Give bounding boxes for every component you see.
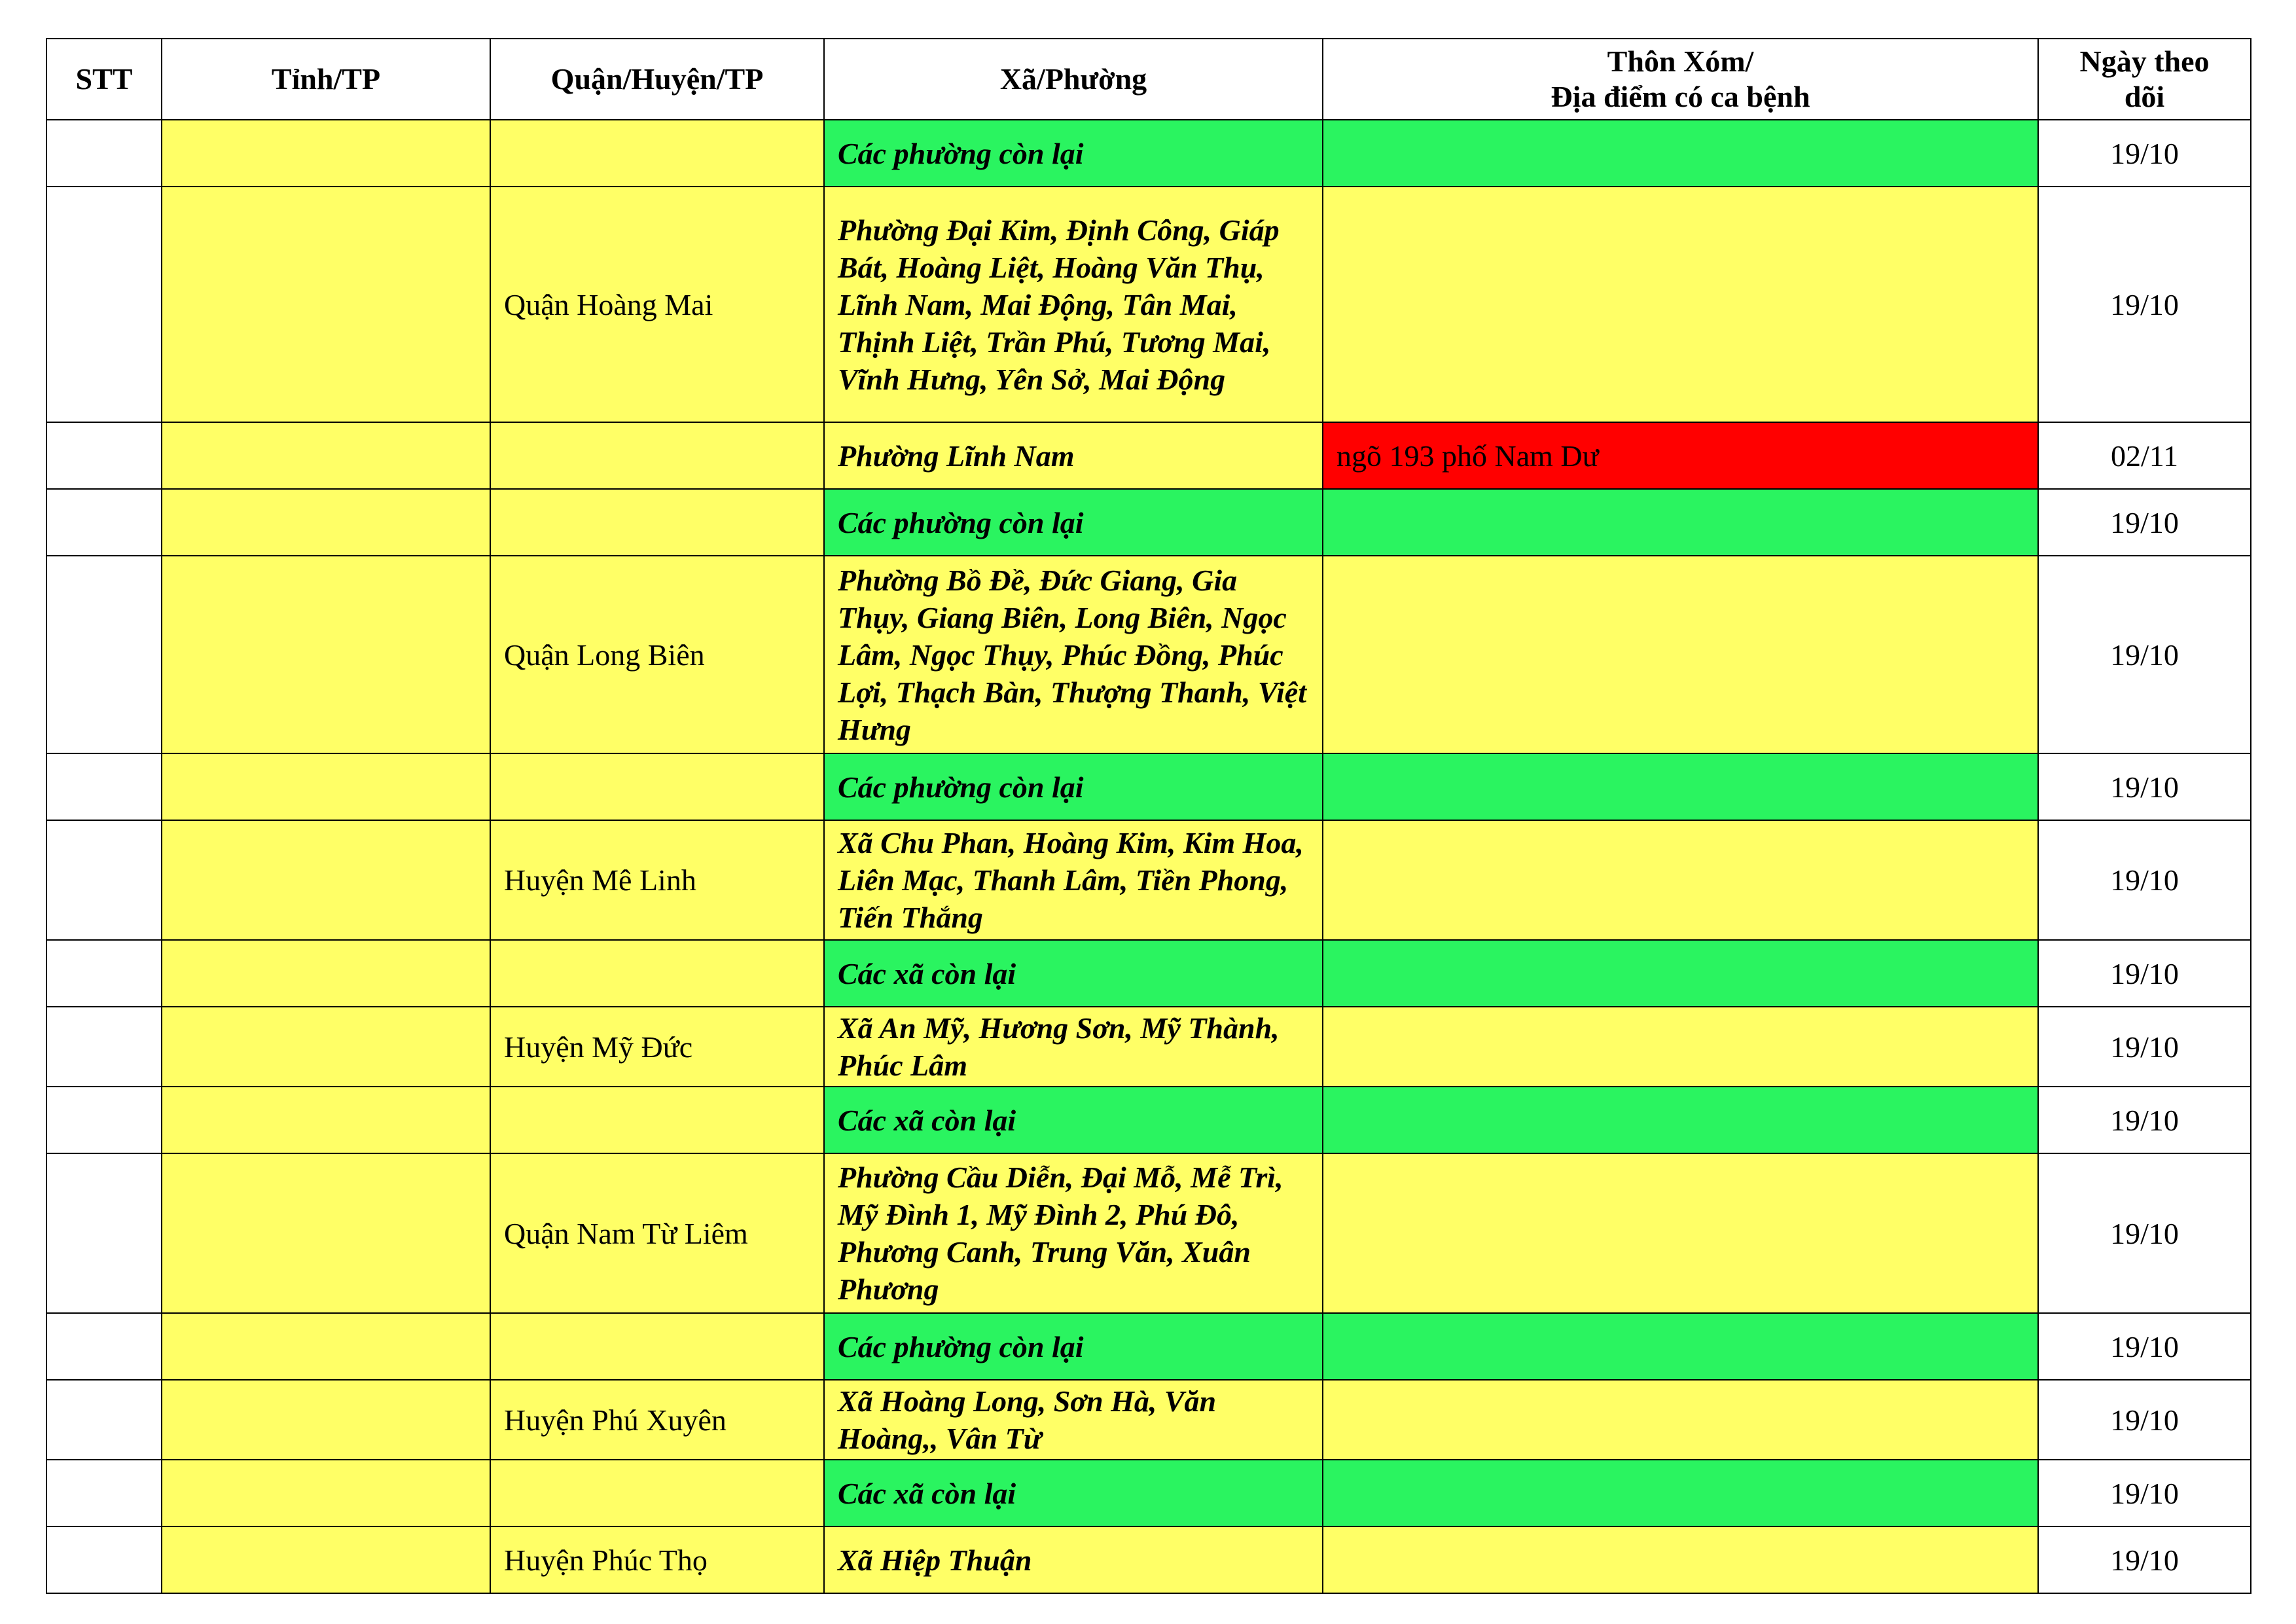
row-ward-cell: Phường Đại Kim, Định Công, Giáp Bát, Hoàng Liệt, Hoàng Văn Thụ, Lĩnh Nam, Mai Động, Tân Mai, Thịnh Liệt, Trần Phú, Tương Mai, Vĩnh Hưng, Yên Sở, Mai Động [824,187,1323,422]
row-ward-cell: Xã An Mỹ, Hương Sơn, Mỹ Thành, Phúc Lâm [824,1007,1323,1087]
row-stt-cell [46,422,162,489]
row-date-cell: 19/10 [2038,556,2251,753]
header-location-line2: Địa điểm có ca bệnh [1551,80,1810,113]
header-location-line1: Thôn Xóm/ [1607,45,1754,78]
row-date-cell: 19/10 [2038,1380,2251,1460]
zone-table [46,38,2251,1594]
row-district-cell [490,1460,824,1526]
row-date-cell: 19/10 [2038,1087,2251,1153]
table-row [46,489,2251,556]
row-stt-cell [46,940,162,1007]
table-row [46,187,2251,422]
row-date-cell: 19/10 [2038,1313,2251,1380]
table-row [46,1313,2251,1380]
row-location-cell [1323,120,2038,187]
row-ward-cell: Các phường còn lại [824,753,1323,820]
row-location-cell [1323,820,2038,940]
table-row [46,1460,2251,1526]
row-province-cell [162,1526,490,1593]
row-stt-cell [46,1313,162,1380]
row-province-cell [162,187,490,422]
table-row [46,820,2251,940]
row-district-cell [490,753,824,820]
row-district-cell [490,1313,824,1380]
row-date-cell: 19/10 [2038,753,2251,820]
row-stt-cell [46,1153,162,1313]
row-location-cell [1323,489,2038,556]
row-date-cell: 19/10 [2038,187,2251,422]
row-ward-cell: Xã Hoàng Long, Sơn Hà, Văn Hoàng,, Vân Từ [824,1380,1323,1460]
row-date-cell: 19/10 [2038,120,2251,187]
header-date-line2: dõi [2124,80,2165,113]
row-location-cell [1323,1007,2038,1087]
row-location-cell [1323,1380,2038,1460]
row-stt-cell [46,556,162,753]
header-ward: Xã/Phường [824,39,1323,120]
row-date-cell: 19/10 [2038,1526,2251,1593]
row-district-cell [490,1087,824,1153]
header-date-line1: Ngày theo [2079,45,2210,78]
row-location-cell [1323,753,2038,820]
row-district-cell: Huyện Mỹ Đức [490,1007,824,1087]
row-location-cell [1323,1153,2038,1313]
header-location [1323,39,2038,120]
row-location-cell: ngõ 193 phố Nam Dư [1323,422,2038,489]
table-row [46,120,2251,187]
row-date-cell: 19/10 [2038,1460,2251,1526]
table-row [46,1007,2251,1087]
row-district-cell: Huyện Mê Linh [490,820,824,940]
row-location-cell [1323,1087,2038,1153]
row-province-cell [162,1007,490,1087]
table-row [46,422,2251,489]
row-district-cell [490,422,824,489]
row-province-cell [162,1153,490,1313]
row-ward-cell: Xã Hiệp Thuận [824,1526,1323,1593]
row-district-cell: Huyện Phú Xuyên [490,1380,824,1460]
row-date-cell: 19/10 [2038,940,2251,1007]
table-row [46,1153,2251,1313]
row-location-cell [1323,940,2038,1007]
row-province-cell [162,753,490,820]
row-stt-cell [46,187,162,422]
row-date-cell: 02/11 [2038,422,2251,489]
table-body [46,120,2251,1593]
row-stt-cell [46,820,162,940]
row-province-cell [162,1460,490,1526]
row-stt-cell [46,753,162,820]
row-date-cell: 19/10 [2038,1153,2251,1313]
row-location-cell [1323,1313,2038,1380]
row-date-cell: 19/10 [2038,489,2251,556]
row-location-cell [1323,1526,2038,1593]
header-stt: STT [46,39,162,120]
header-district: Quận/Huyện/TP [490,39,824,120]
row-province-cell [162,1313,490,1380]
row-province-cell [162,556,490,753]
row-stt-cell [46,120,162,187]
table-row [46,1087,2251,1153]
row-location-cell [1323,556,2038,753]
row-district-cell: Quận Long Biên [490,556,824,753]
header-province: Tỉnh/TP [162,39,490,120]
row-district-cell: Quận Nam Từ Liêm [490,1153,824,1313]
row-stt-cell [46,1460,162,1526]
table-row [46,1380,2251,1460]
row-ward-cell: Các phường còn lại [824,120,1323,187]
row-ward-cell: Xã Chu Phan, Hoàng Kim, Kim Hoa, Liên Mạc, Thanh Lâm, Tiền Phong, Tiến Thắng [824,820,1323,940]
row-date-cell: 19/10 [2038,820,2251,940]
header-date [2038,39,2251,120]
row-district-cell [490,940,824,1007]
row-district-cell [490,489,824,556]
row-location-cell [1323,1460,2038,1526]
row-ward-cell: Các xã còn lại [824,1460,1323,1526]
row-stt-cell [46,1380,162,1460]
row-province-cell [162,120,490,187]
row-stt-cell [46,489,162,556]
header-row [46,39,2251,120]
row-province-cell [162,489,490,556]
row-date-cell: 19/10 [2038,1007,2251,1087]
row-location-cell [1323,187,2038,422]
table-row [46,940,2251,1007]
row-stt-cell [46,1007,162,1087]
row-stt-cell [46,1087,162,1153]
row-ward-cell: Phường Lĩnh Nam [824,422,1323,489]
row-ward-cell: Các xã còn lại [824,940,1323,1007]
row-province-cell [162,1380,490,1460]
row-province-cell [162,1087,490,1153]
row-district-cell: Quận Hoàng Mai [490,187,824,422]
row-district-cell: Huyện Phúc Thọ [490,1526,824,1593]
row-stt-cell [46,1526,162,1593]
table-row [46,1526,2251,1593]
table-row [46,753,2251,820]
row-ward-cell: Phường Bồ Đề, Đức Giang, Gia Thụy, Giang Biên, Long Biên, Ngọc Lâm, Ngọc Thụy, Phúc Đồng, Phúc Lợi, Thạch Bàn, Thượng Thanh, Việt Hưng [824,556,1323,753]
row-ward-cell: Các xã còn lại [824,1087,1323,1153]
row-province-cell [162,422,490,489]
row-ward-cell: Các phường còn lại [824,1313,1323,1380]
row-province-cell [162,940,490,1007]
row-ward-cell: Các phường còn lại [824,489,1323,556]
row-district-cell [490,120,824,187]
table-row [46,556,2251,753]
row-ward-cell: Phường Cầu Diễn, Đại Mỗ, Mễ Trì, Mỹ Đình 1, Mỹ Đình 2, Phú Đô, Phương Canh, Trung Văn, Xuân Phương [824,1153,1323,1313]
row-province-cell [162,820,490,940]
